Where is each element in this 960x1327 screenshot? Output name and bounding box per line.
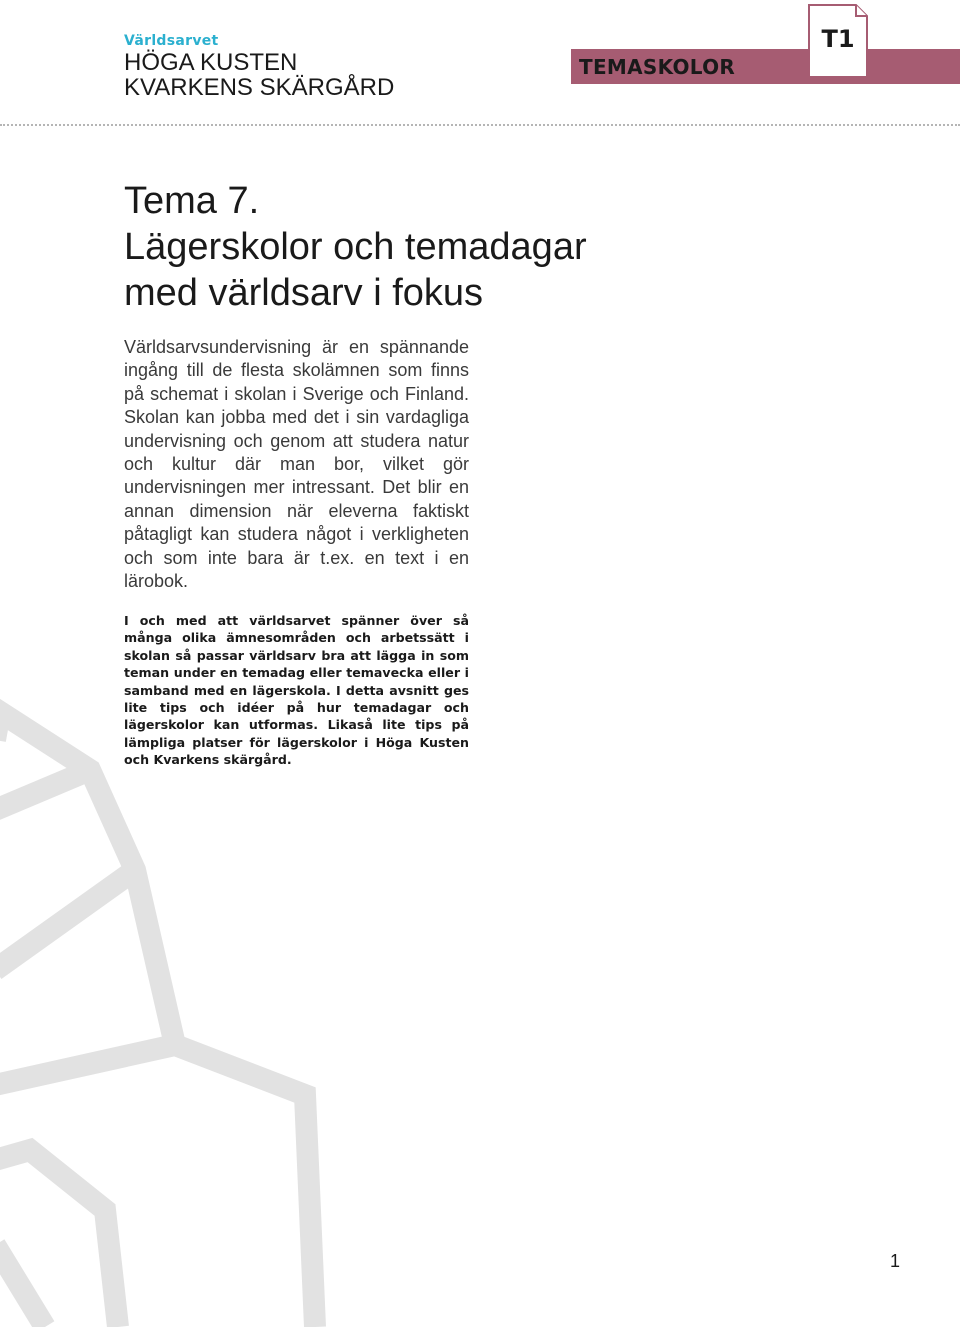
logo [124,32,394,100]
section-bar [571,49,960,84]
logo-line-1: HÖGA KUSTEN [124,49,298,76]
page-number: 1 [889,1251,900,1271]
section-label: TEMASKOLOR [579,55,736,79]
body-paragraph: I och med att världsarvet spänner över så många olika ämnesområden och arbetssätt i skolan så passar världsarv bra att lägga in som teman under en temadag eller temavecka eller i samband med en lägerskola. I detta avsnitt ges lite tips och idéer på hur temadagar och lägerskolor kan utformas. Likaså lite tips på lämpliga platser för lägerskolor i Höga Kusten och Kvarkens skärgård. [124,613,469,768]
title-line-2: Lägerskolor och temadagar [124,226,587,268]
header-divider [0,124,960,126]
intro-paragraph: Världsarvsundervisning är en spännande ingång till de flesta skolämnen som finns på schemat i skolan i Sverige och Finland. Skolan kan jobba med det i sin vardagliga undervisning och genom att studera natur och kultur där man bor, vilket gör undervisningen mer intressant. Det blir en annan dimension när eleverna faktiskt påtagligt kan studera något i verkligheten och som inte bara är t.ex. en text i en lärobok. [124,337,469,592]
page-title [124,178,587,316]
title-line-1: Tema 7. [124,180,260,222]
title-line-3: med världsarv i fokus [124,272,484,314]
doc-tag [808,4,868,78]
doc-tag-label: T1 [821,25,855,53]
logo-small-text: Världsarvet [124,33,219,49]
logo-line-2: KVARKENS SKÄRGÅRD [124,74,395,101]
